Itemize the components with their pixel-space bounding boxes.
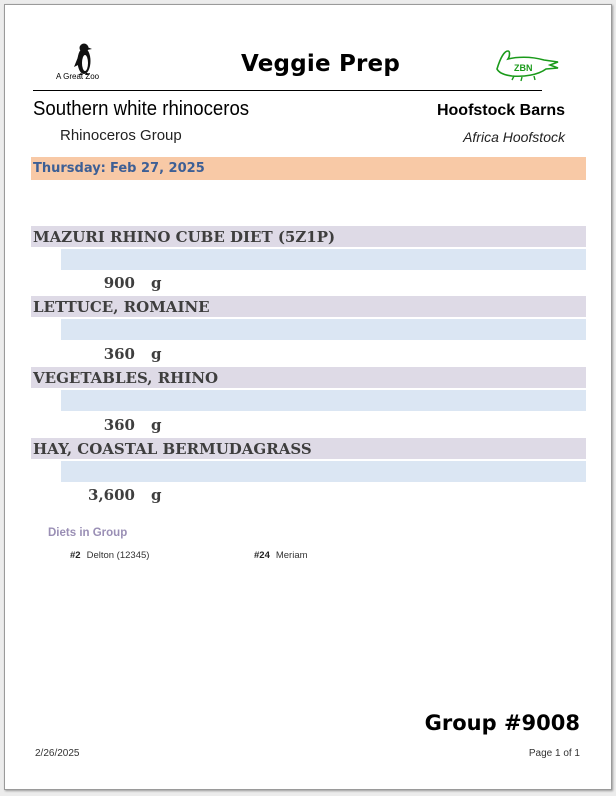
date-value: Feb 27, 2025 <box>110 161 205 176</box>
diet-entry <box>254 550 308 561</box>
report-page <box>4 4 612 790</box>
item-name: VEGETABLES, RHINO <box>33 369 219 387</box>
item-unit: g <box>151 486 162 504</box>
diet-entry <box>70 550 149 561</box>
item-subband-1 <box>61 249 586 270</box>
date-band <box>31 157 586 180</box>
item-quantity: 360 <box>103 416 135 434</box>
page-number: Page 1 of 1 <box>528 748 580 759</box>
crocodile-logo-icon <box>494 47 562 83</box>
croc-logo-text: ZBN <box>514 63 533 73</box>
group-name: Rhinoceros Group <box>60 127 182 144</box>
item-quantity: 900 <box>103 274 135 292</box>
item-quantity: 3,600 <box>88 486 135 504</box>
diet-name: Meriam <box>275 550 308 561</box>
item-name: MAZURI RHINO CUBE DIET (5Z1P) <box>33 228 336 246</box>
barn-name: Hoofstock Barns <box>436 102 565 119</box>
item-title-3 <box>31 367 586 388</box>
diet-number: #2 <box>70 550 81 561</box>
page-title: Veggie Prep <box>241 51 401 77</box>
diet-name: Delton (12345) <box>86 550 150 561</box>
species-name: Southern white rhinoceros <box>33 98 250 120</box>
item-unit: g <box>151 274 162 292</box>
item-title-4 <box>31 438 586 459</box>
item-subband-2 <box>61 319 586 340</box>
item-subband-3 <box>61 390 586 411</box>
item-subband-4 <box>61 461 586 482</box>
diets-in-group-label: Diets in Group <box>48 527 128 539</box>
header-divider <box>33 90 542 91</box>
item-unit: g <box>151 416 162 434</box>
item-name: LETTUCE, ROMAINE <box>33 298 210 316</box>
diet-number: #24 <box>254 550 270 561</box>
item-title-2 <box>31 296 586 317</box>
item-name: HAY, COASTAL BERMUDAGRASS <box>33 440 312 458</box>
region-name: Africa Hoofstock <box>463 129 565 145</box>
date-day: Thursday: <box>33 161 106 176</box>
item-unit: g <box>151 345 162 363</box>
group-number: Group #9008 <box>424 711 580 735</box>
item-title-1 <box>31 226 586 247</box>
item-quantity: 360 <box>103 345 135 363</box>
print-date: 2/26/2025 <box>35 748 80 759</box>
logo-caption: A Great Zoo <box>56 72 100 81</box>
